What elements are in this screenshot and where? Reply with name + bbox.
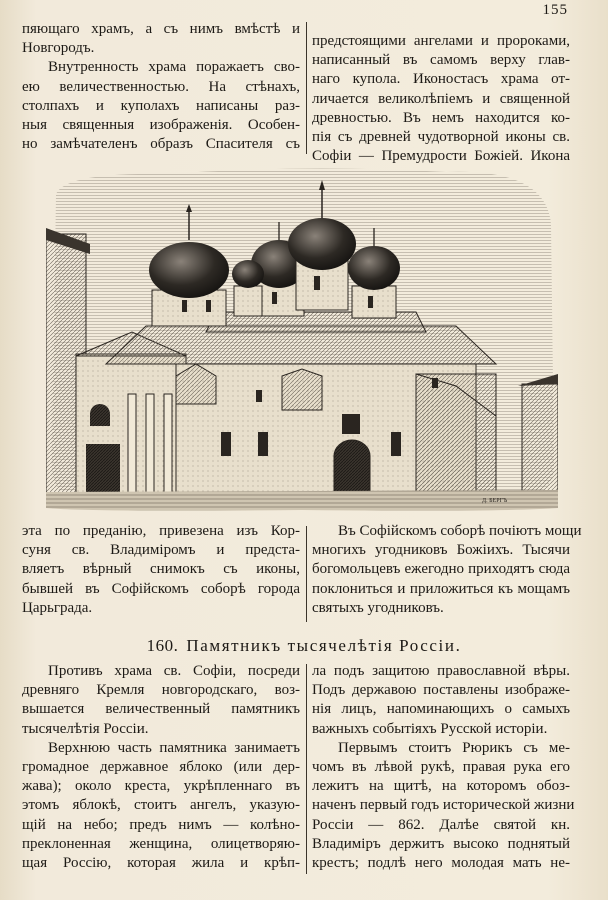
middle-right-column — [312, 522, 582, 618]
section-number: 160. — [146, 636, 179, 655]
engraver-signature: Д. БЕРГЪ — [482, 498, 508, 504]
text-line: но замѣчателенъ образъ Спасителя съ — [22, 136, 300, 153]
text-line: важныхъ событіяхъ Русской исторіи. — [312, 720, 548, 737]
text-line: жава); около креста, укрѣпленнаго въ — [22, 778, 300, 795]
text-line: личается великолѣпіемъ и священной — [312, 90, 570, 107]
text-line: бывшей въ Софійскомъ соборѣ города — [22, 580, 300, 597]
section-title: Памятникъ тысячелѣтія Россіи. — [186, 636, 462, 655]
text-line: Противъ храма св. Софіи, посреди — [48, 663, 300, 679]
text-line: Подъ державою поставлены изображе- — [312, 682, 570, 699]
text-line: ныя священныя изображенія. Особен- — [22, 117, 300, 134]
text-line: многихъ угодниковъ Божіихъ. Тысячи — [312, 542, 570, 559]
text-line: ла подъ защитою православной вѣры. — [312, 663, 570, 679]
text-line: богомольцевъ ежегодно приходятъ сюда — [312, 561, 570, 578]
text-line: Внутренность храма поражаетъ сво- — [48, 59, 300, 76]
text-line: пія съ древней чудотворной иконы св. — [312, 129, 570, 146]
text-line: нія лицъ, напоминающихъ о самыхъ — [312, 701, 570, 718]
text-line: Первымъ стоитъ Рюрикъ съ ме- — [338, 739, 570, 756]
text-line: лежитъ на щитѣ, на которомъ обоз- — [312, 778, 570, 795]
text-line: наго купола. Иконостасъ храма от- — [312, 71, 570, 88]
text-line: тысячелѣтія Россіи. — [22, 720, 149, 737]
text-line: пяющаго храмъ, а съ нимъ вмѣстѣ и — [22, 21, 300, 37]
text-line: вляетъ вѣрный снимокъ съ иконы, — [22, 561, 300, 578]
text-line: Софіи — Премудрости Божіей. Икона — [312, 148, 570, 165]
text-line: суня св. Владиміромъ и предста- — [22, 542, 300, 559]
middle-left-column — [22, 522, 300, 618]
top-left-column — [22, 20, 300, 154]
text-line: чомъ въ лѣвой рукѣ, правая рука его — [312, 759, 570, 776]
text-line: Владиміръ держитъ высоко поднятый — [312, 835, 570, 852]
text-line: написанный въ самомъ верху глав- — [312, 52, 570, 69]
text-line: громадное державное яблоко (или дер- — [22, 759, 300, 776]
text-line: ею величественностью. На стѣнахъ, — [22, 78, 300, 95]
text-line: столпахъ и куполахъ написаны раз- — [22, 97, 300, 114]
page-number: 155 — [542, 2, 568, 18]
cathedral-engraving — [46, 164, 558, 512]
text-line: Верхнюю часть памятника занимаетъ — [48, 739, 300, 756]
section-heading — [0, 636, 608, 656]
column-divider — [306, 22, 307, 154]
text-line: крестъ; подлѣ него молодая мать не- — [312, 855, 570, 872]
text-line: щій на небо; предъ нимъ — колѣно- — [22, 816, 300, 833]
text-line: Новгородъ. — [22, 40, 95, 57]
top-right-column — [312, 32, 570, 166]
text-line: щая Россію, которая жила и крѣп- — [22, 855, 300, 872]
text-line: этомъ яблокѣ, стоитъ ангелъ, указую- — [22, 797, 300, 814]
text-line: Царьграда. — [22, 599, 93, 616]
text-line: древняго Кремля новгородскаго, воз- — [22, 682, 300, 699]
text-line: преклоненная женщина, олицетворяю- — [22, 835, 300, 852]
bottom-left-column — [22, 662, 300, 873]
text-line: древностью. Въ немъ находится ко- — [312, 109, 570, 126]
text-line: святыхъ угодниковъ. — [312, 599, 444, 616]
text-line: вышается величественный памятникъ — [22, 701, 300, 718]
text-line: эта по преданію, привезена изъ Кор- — [22, 523, 300, 539]
text-line: Въ Софійскомъ соборѣ почіютъ мощи — [338, 523, 582, 539]
text-line: предстоящими ангелами и пророками, — [312, 33, 570, 49]
text-line: поклониться и приложиться къ мощамъ — [312, 580, 570, 597]
bottom-right-column — [312, 662, 575, 873]
column-divider — [306, 526, 307, 622]
text-line: Россіи — 862. Далѣе святой кн. — [312, 816, 570, 833]
text-line: наченъ первый годъ исторической жизни — [312, 797, 575, 814]
column-divider — [306, 664, 307, 874]
